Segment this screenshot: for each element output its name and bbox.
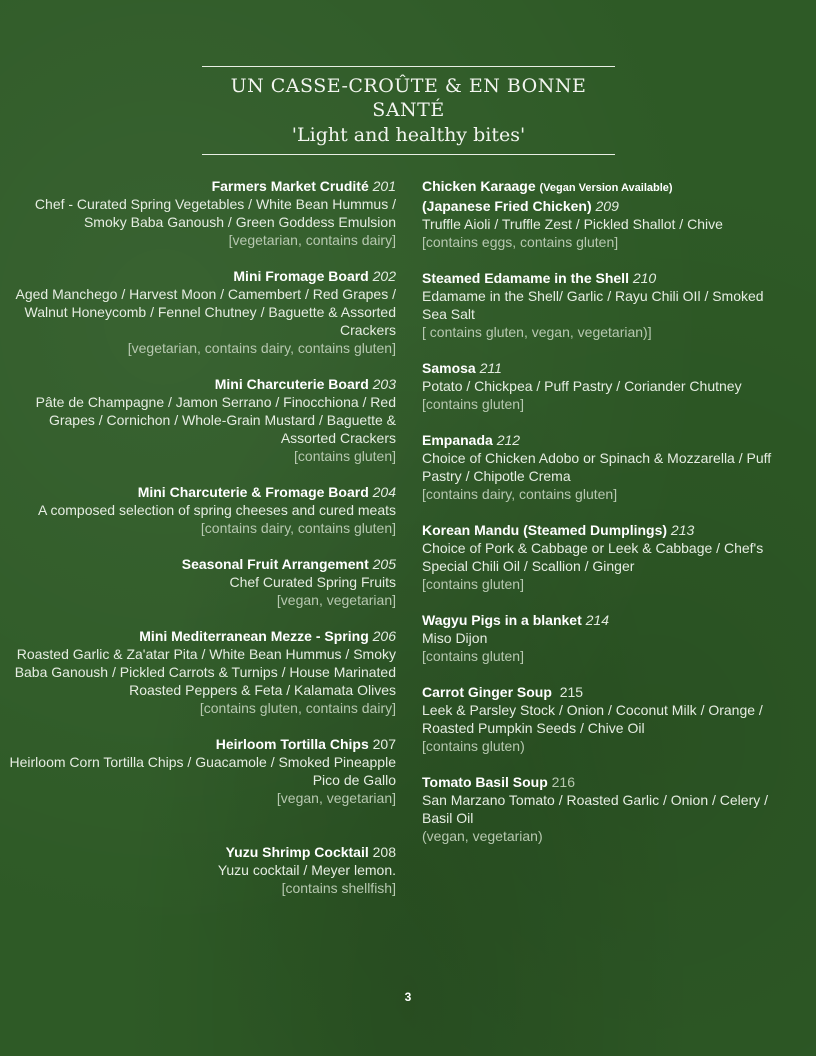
item-dietary-tags: [contains gluten] [294, 448, 396, 464]
item-name: Mini Mediterranean Mezze - Spring [139, 628, 369, 644]
item-description: Edamame in the Shell/ Garlic / Rayu Chili OIl / Smoked Sea Salt [422, 288, 764, 322]
item-dietary-tags: [vegetarian, contains dairy] [228, 232, 396, 248]
item-description: Choice of Chicken Adobo or Spinach & Mozzarella / Puff Pastry / Chipotle Crema [422, 450, 772, 484]
item-description: Yuzu cocktail / Meyer lemon. [217, 862, 396, 878]
item-number: 203 [372, 376, 396, 392]
item-description: Pâte de Champagne / Jamon Serrano / Finocchiona / Red Grapes / Cornichon / Whole-Grain Mustard / Baguette & Assorted Crackers [35, 394, 396, 446]
item-name: Heirloom Tortilla Chips [215, 736, 369, 752]
item-description: Chef Curated Spring Fruits [229, 574, 396, 590]
item-description: San Marzano Tomato / Roasted Garlic / Onion / Celery / Basil Oil [422, 792, 769, 826]
item-number: 210 [632, 270, 657, 286]
menu-item [8, 627, 396, 717]
item-number: 216 [551, 774, 575, 790]
item-dietary-tags: [vegetarian, contains dairy, contains gluten] [127, 340, 396, 356]
item-dietary-tags: [ contains gluten, vegan, vegetarian)] [422, 324, 652, 340]
item-dietary-tags: [contains gluten, contains dairy] [199, 700, 396, 716]
menu-item [422, 359, 792, 413]
item-name: Mini Fromage Board [233, 268, 369, 284]
item-name: Mini Charcuterie & Fromage Board [137, 484, 369, 500]
left-menu-column [8, 177, 396, 915]
item-number: 213 [670, 522, 695, 538]
menu-item [422, 683, 792, 755]
menu-item [422, 177, 792, 251]
item-dietary-tags: [contains shellfish] [281, 880, 396, 896]
right-menu-column [422, 177, 792, 863]
item-number: 207 [372, 736, 396, 752]
item-number: 206 [372, 628, 396, 644]
item-name: Empanada [422, 432, 493, 448]
item-dietary-tags: [vegan, vegetarian] [276, 592, 396, 608]
item-name: Farmers Market Crudité [211, 178, 369, 194]
menu-item [422, 773, 792, 845]
item-description: Roasted Garlic & Za'atar Pita / White Bean Hummus / Smoky Baba Ganoush / Pickled Carrots & Turnips / House Marinated Roasted Peppers & Feta / Kalamata Olives [14, 646, 396, 698]
item-description: Chef - Curated Spring Vegetables / White Bean Hummus / Smoky Baba Ganoush / Green Goddess Emulsion [34, 196, 396, 230]
item-name: Korean Mandu (Steamed Dumplings) [422, 522, 668, 538]
item-dietary-tags: [contains gluten] [422, 396, 524, 412]
item-description: Miso Dijon [422, 630, 488, 646]
menu-item [8, 735, 396, 807]
item-name: Seasonal Fruit Arrangement [181, 556, 369, 572]
menu-item [8, 267, 396, 357]
menu-item [8, 177, 396, 249]
menu-item [8, 483, 396, 537]
item-number: 201 [372, 178, 396, 194]
item-description: Potato / Chickpea / Puff Pastry / Coriander Chutney [422, 378, 742, 394]
menu-item [8, 375, 396, 465]
item-number: 215 [559, 684, 584, 700]
item-number: 204 [372, 484, 396, 500]
menu-header [202, 66, 615, 155]
menu-item [422, 431, 792, 503]
item-note: (Vegan Version Available) [539, 182, 673, 194]
item-number: 205 [372, 556, 396, 572]
item-dietary-tags: [contains gluten] [422, 576, 524, 592]
item-description: Truffle Aioli / Truffle Zest / Pickled Shallot / Chive [422, 216, 723, 232]
item-number: 209 [595, 198, 619, 214]
menu-item [422, 521, 792, 593]
item-dietary-tags: [contains dairy, contains gluten] [422, 486, 618, 502]
item-name: Wagyu Pigs in a blanket [422, 612, 582, 628]
item-description: Leek & Parsley Stock / Onion / Coconut Milk / Orange / Roasted Pumpkin Seeds / Chive Oil [422, 702, 763, 736]
item-dietary-tags: [contains gluten] [422, 648, 524, 664]
section-title: UN CASSE-CROÛTE & EN BONNE SANTÉ [230, 75, 587, 121]
item-dietary-tags: [contains gluten) [422, 738, 525, 754]
menu-item [422, 611, 792, 665]
item-name: Mini Charcuterie Board [214, 376, 369, 392]
menu-item [422, 269, 792, 341]
item-description: Aged Manchego / Harvest Moon / Camembert / Red Grapes / Walnut Honeycomb / Fennel Chutney / Baguette & Assorted Crackers [15, 286, 396, 338]
item-name: Carrot Ginger Soup [422, 684, 552, 700]
menu-item [8, 555, 396, 609]
item-number: 214 [585, 612, 609, 628]
item-description: Choice of Pork & Cabbage or Leek & Cabbage / Chef's Special Chili Oil / Scallion / Ginger [422, 540, 764, 574]
item-dietary-tags: [vegan, vegetarian] [276, 790, 396, 806]
header-top-rule [202, 66, 615, 67]
item-dietary-tags: (vegan, vegetarian) [422, 828, 543, 844]
section-subtitle: 'Light and healthy bites' [291, 124, 526, 146]
item-name: Steamed Edamame in the Shell [422, 270, 629, 286]
item-name: Tomato Basil Soup [422, 774, 548, 790]
item-name-line2: (Japanese Fried Chicken) [422, 198, 592, 214]
item-number: 202 [372, 268, 396, 284]
item-name: Samosa [422, 360, 476, 376]
page-number: 3 [404, 990, 412, 1004]
item-name: Yuzu Shrimp Cocktail [225, 844, 369, 860]
item-description: Heirloom Corn Tortilla Chips / Guacamole / Smoked Pineapple Pico de Gallo [9, 754, 396, 788]
item-dietary-tags: [contains eggs, contains gluten] [422, 234, 619, 250]
item-dietary-tags: [contains dairy, contains gluten] [200, 520, 396, 536]
item-number: 211 [479, 360, 502, 376]
item-description: A composed selection of spring cheeses and cured meats [38, 502, 396, 518]
header-bottom-rule [202, 154, 615, 155]
menu-item [8, 843, 396, 897]
item-name: Chicken Karaage [422, 178, 536, 194]
item-number: 208 [372, 844, 396, 860]
item-number: 212 [496, 432, 521, 448]
